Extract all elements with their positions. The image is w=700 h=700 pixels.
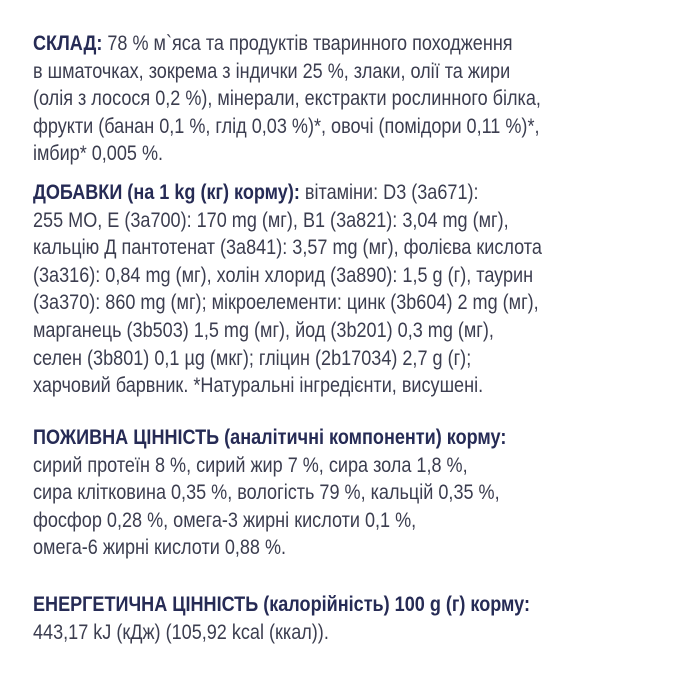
- nutrition-line: сирий протеїн 8 %, сирий жир 7 %, сира зола 1,8 %,: [33, 453, 468, 477]
- composition-line: фрукти (банан 0,1 %, глід 0,03 %)*, овочі (помідори 0,11 %)*,: [33, 114, 540, 138]
- energy-section: [33, 591, 700, 646]
- nutrition-section: [33, 424, 700, 562]
- composition-line: [33, 30, 687, 58]
- additives-section: [33, 179, 700, 400]
- nutrition-heading: ПОЖИВНА ЦІННІСТЬ (аналітичні компоненти) корму:: [33, 426, 507, 449]
- energy-heading: ЕНЕРГЕТИЧНА ЦІННІСТЬ (калорійність) 100 g (г) корму:: [33, 593, 531, 616]
- composition-section: [33, 30, 700, 168]
- additives-text: вітаміни: D3 (3а671):: [299, 181, 479, 204]
- additives-heading: ДОБАВКИ (на 1 kg (кг) корму):: [33, 181, 300, 204]
- nutrition-line: омега-6 жирні кислоти 0,88 %.: [33, 536, 287, 560]
- composition-heading: СКЛАД:: [33, 32, 103, 55]
- additives-line: (3а370): 860 mg (мг); мікроелементи: цинк (3b604) 2 mg (мг),: [33, 291, 539, 315]
- additives-line: марганець (3b503) 1,5 mg (мг), йод (3b201) 0,3 mg (мг),: [33, 318, 494, 342]
- additives-line: харчовий барвник. *Натуральні інгредієнти, висушені.: [33, 374, 484, 398]
- additives-line: селен (3b801) 0,1 µg (мкг); гліцин (2b17034) 2,7 g (г);: [33, 346, 472, 370]
- nutrition-line: фосфор 0,28 %, омега-3 жирні кислоти 0,1 %,: [33, 508, 417, 532]
- additives-line: (3а316): 0,84 mg (мг), холін хлорид (3а890): 1,5 g (г), таурин: [33, 263, 534, 287]
- energy-line: 443,17 kJ (кДж) (105,92 kcal (ккал)).: [33, 620, 329, 644]
- additives-line: [33, 179, 687, 207]
- composition-line: в шматочках, зокрема з індички 25 %, злаки, олії та жири: [33, 59, 511, 83]
- additives-line: кальцію Д пантотенат (3а841): 3,57 mg (мг), фолієва кислота: [33, 236, 542, 260]
- composition-line: імбир* 0,005 %.: [33, 142, 164, 166]
- additives-line: 255 МО, Е (3а700): 170 mg (мг), B1 (3а821): 3,04 mg (мг),: [33, 208, 509, 232]
- composition-text: 78 % м`яса та продуктів тваринного походження: [102, 32, 513, 55]
- composition-line: (олія з лосося 0,2 %), мінерали, екстракти рослинного білка,: [33, 87, 541, 111]
- nutrition-line: сира клітковина 0,35 %, вологість 79 %, кальцій 0,35 %,: [33, 481, 500, 505]
